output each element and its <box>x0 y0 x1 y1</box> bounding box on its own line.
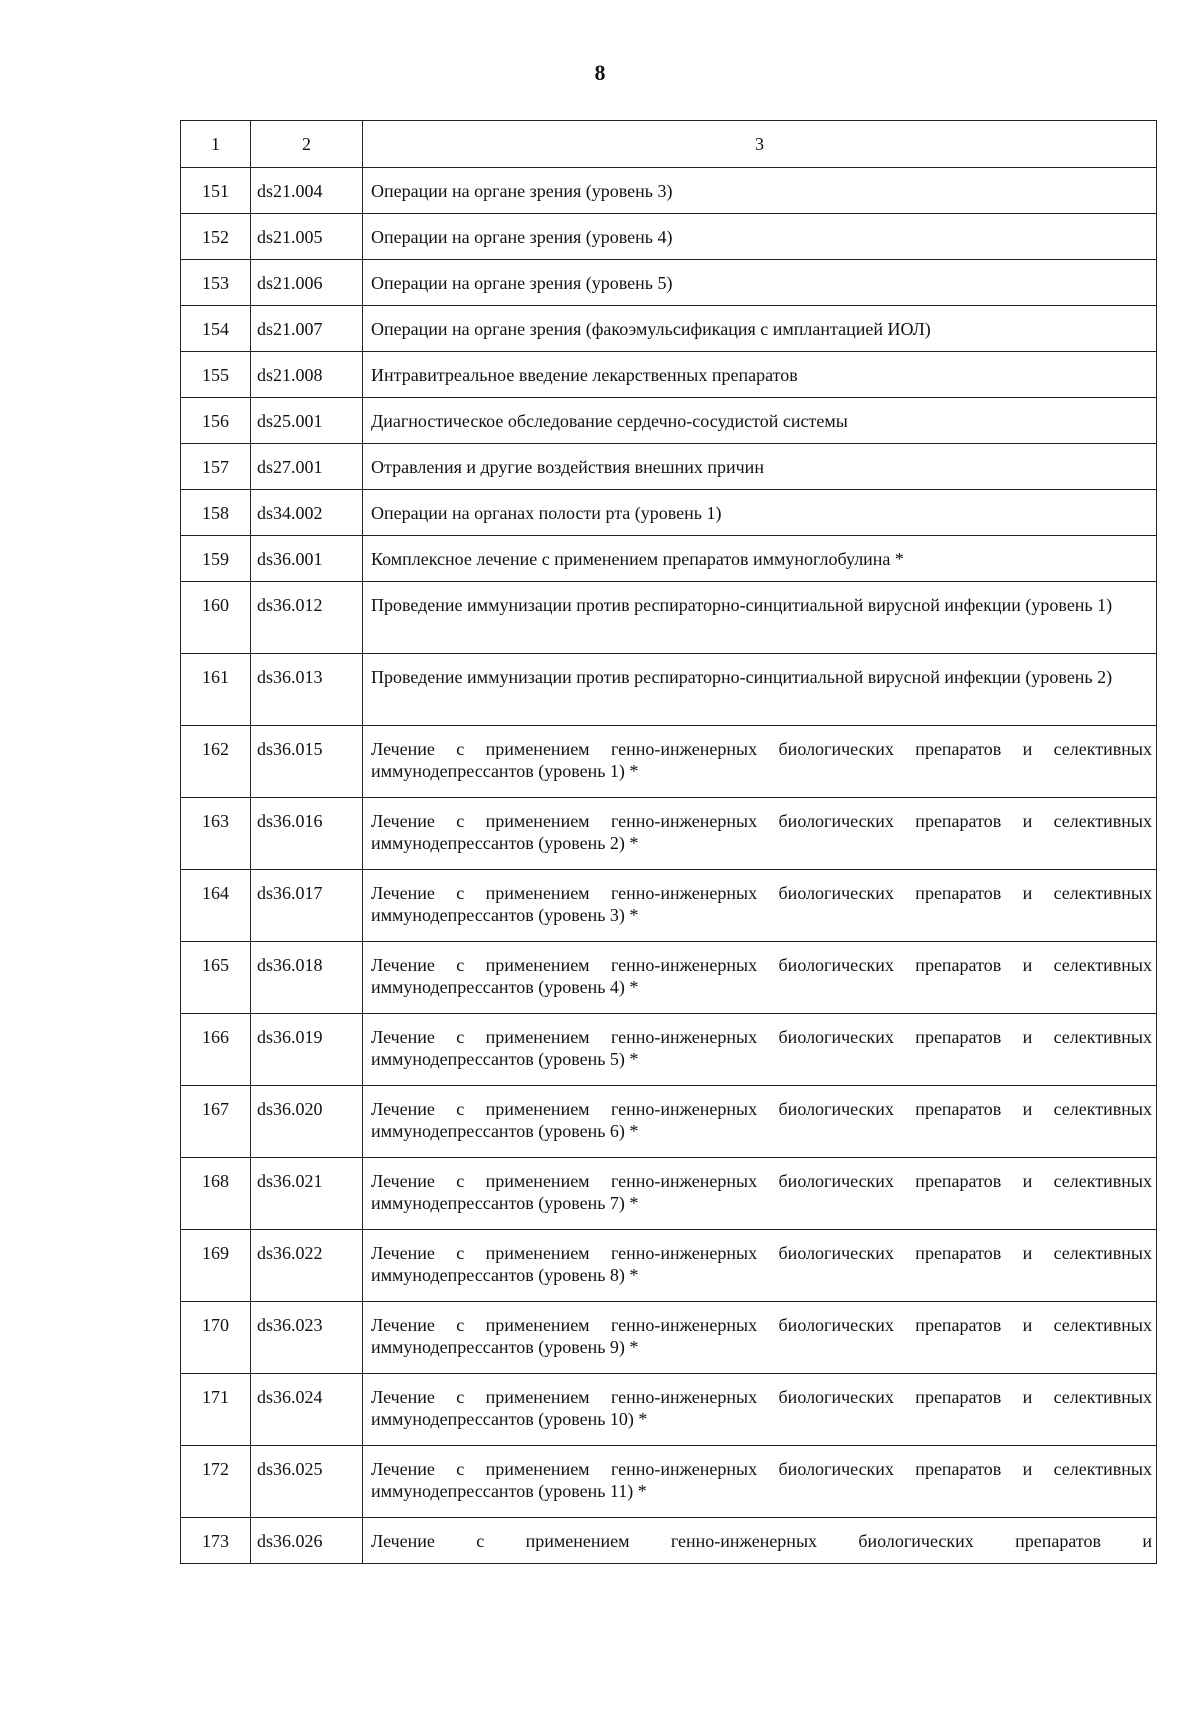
row-number: 163 <box>181 798 251 870</box>
table-row <box>181 798 1157 870</box>
table-row <box>181 168 1157 214</box>
row-number: 164 <box>181 870 251 942</box>
row-code: ds36.016 <box>251 798 363 870</box>
row-code: ds36.001 <box>251 536 363 582</box>
table-row <box>181 1374 1157 1446</box>
row-description: Операции на органе зрения (факоэмульсификация с имплантацией ИОЛ) <box>363 306 1157 352</box>
row-description: Операции на органе зрения (уровень 5) <box>363 260 1157 306</box>
table-row <box>181 726 1157 798</box>
table-header-row <box>181 121 1157 168</box>
column-header-3: 3 <box>363 121 1157 168</box>
table-row <box>181 1158 1157 1230</box>
row-description: Проведение иммунизации против респираторно-синцитиальной вирусной инфекции (уровень 2) <box>363 654 1157 726</box>
table-row <box>181 490 1157 536</box>
column-header-1: 1 <box>181 121 251 168</box>
table-row <box>181 214 1157 260</box>
row-number: 165 <box>181 942 251 1014</box>
row-number: 157 <box>181 444 251 490</box>
row-code: ds34.002 <box>251 490 363 536</box>
table-row <box>181 536 1157 582</box>
row-code: ds36.013 <box>251 654 363 726</box>
table-row <box>181 654 1157 726</box>
row-code: ds36.012 <box>251 582 363 654</box>
row-description: Лечение с применением генно-инженерных биологических препаратов и селективных иммунодепрессантов (уровень 9) * <box>363 1302 1157 1374</box>
row-description: Лечение с применением генно-инженерных биологических препаратов и селективных иммунодепрессантов (уровень 2) * <box>363 798 1157 870</box>
table-row <box>181 1302 1157 1374</box>
row-description: Лечение с применением генно-инженерных биологических препаратов и селективных иммунодепрессантов (уровень 7) * <box>363 1158 1157 1230</box>
row-code: ds36.022 <box>251 1230 363 1302</box>
row-code: ds36.018 <box>251 942 363 1014</box>
row-number: 171 <box>181 1374 251 1446</box>
row-description: Проведение иммунизации против респираторно-синцитиальной вирусной инфекции (уровень 1) <box>363 582 1157 654</box>
table-row <box>181 1086 1157 1158</box>
row-description: Лечение с применением генно-инженерных биологических препаратов и селективных иммунодепрессантов (уровень 5) * <box>363 1014 1157 1086</box>
row-description: Лечение с применением генно-инженерных биологических препаратов и селективных иммунодепрессантов (уровень 4) * <box>363 942 1157 1014</box>
table-row <box>181 398 1157 444</box>
table-row <box>181 582 1157 654</box>
row-number: 162 <box>181 726 251 798</box>
column-header-2: 2 <box>251 121 363 168</box>
row-code: ds21.005 <box>251 214 363 260</box>
row-description: Лечение с применением генно-инженерных биологических препаратов и селективных иммунодепрессантов (уровень 8) * <box>363 1230 1157 1302</box>
table-row <box>181 942 1157 1014</box>
row-description: Комплексное лечение с применением препаратов иммуноглобулина * <box>363 536 1157 582</box>
table-row <box>181 1518 1157 1564</box>
row-code: ds36.019 <box>251 1014 363 1086</box>
table-body <box>181 168 1157 1564</box>
row-code: ds21.007 <box>251 306 363 352</box>
row-number: 170 <box>181 1302 251 1374</box>
row-number: 169 <box>181 1230 251 1302</box>
table-row <box>181 306 1157 352</box>
table-row <box>181 1230 1157 1302</box>
row-code: ds36.015 <box>251 726 363 798</box>
row-number: 167 <box>181 1086 251 1158</box>
row-code: ds36.017 <box>251 870 363 942</box>
row-description: Операции на органе зрения (уровень 4) <box>363 214 1157 260</box>
row-description: Лечение с применением генно-инженерных биологических препаратов и селективных иммунодепрессантов (уровень 1) * <box>363 726 1157 798</box>
row-description: Лечение с применением генно-инженерных биологических препаратов и селективных иммунодепрессантов (уровень 10) * <box>363 1374 1157 1446</box>
row-number: 158 <box>181 490 251 536</box>
row-number: 154 <box>181 306 251 352</box>
row-code: ds36.026 <box>251 1518 363 1564</box>
row-code: ds25.001 <box>251 398 363 444</box>
row-description: Лечение с применением генно-инженерных биологических препаратов и селективных иммунодепрессантов (уровень 6) * <box>363 1086 1157 1158</box>
row-code: ds21.008 <box>251 352 363 398</box>
page-number: 8 <box>594 60 606 85</box>
table-row <box>181 1014 1157 1086</box>
table-row <box>181 444 1157 490</box>
row-number: 155 <box>181 352 251 398</box>
row-number: 166 <box>181 1014 251 1086</box>
row-number: 173 <box>181 1518 251 1564</box>
row-number: 161 <box>181 654 251 726</box>
row-code: ds36.025 <box>251 1446 363 1518</box>
table-row <box>181 870 1157 942</box>
row-description: Операции на органе зрения (уровень 3) <box>363 168 1157 214</box>
row-description: Лечение с применением генно-инженерных биологических препаратов и селективных иммунодепрессантов (уровень 3) * <box>363 870 1157 942</box>
row-description: Лечение с применением генно-инженерных биологических препаратов и <box>363 1518 1157 1564</box>
row-code: ds36.020 <box>251 1086 363 1158</box>
row-number: 159 <box>181 536 251 582</box>
row-number: 168 <box>181 1158 251 1230</box>
row-number: 151 <box>181 168 251 214</box>
row-description: Лечение с применением генно-инженерных биологических препаратов и селективных иммунодепрессантов (уровень 11) * <box>363 1446 1157 1518</box>
row-description: Диагностическое обследование сердечно-сосудистой системы <box>363 398 1157 444</box>
row-number: 156 <box>181 398 251 444</box>
row-number: 160 <box>181 582 251 654</box>
row-code: ds27.001 <box>251 444 363 490</box>
row-description: Операции на органах полости рта (уровень 1) <box>363 490 1157 536</box>
row-code: ds21.006 <box>251 260 363 306</box>
row-number: 172 <box>181 1446 251 1518</box>
table-row <box>181 352 1157 398</box>
row-number: 152 <box>181 214 251 260</box>
row-code: ds36.023 <box>251 1302 363 1374</box>
table-row <box>181 1446 1157 1518</box>
tariff-table <box>180 120 1157 1564</box>
row-code: ds21.004 <box>251 168 363 214</box>
row-code: ds36.024 <box>251 1374 363 1446</box>
row-description: Отравления и другие воздействия внешних причин <box>363 444 1157 490</box>
row-code: ds36.021 <box>251 1158 363 1230</box>
row-description: Интравитреальное введение лекарственных препаратов <box>363 352 1157 398</box>
table-row <box>181 260 1157 306</box>
row-number: 153 <box>181 260 251 306</box>
